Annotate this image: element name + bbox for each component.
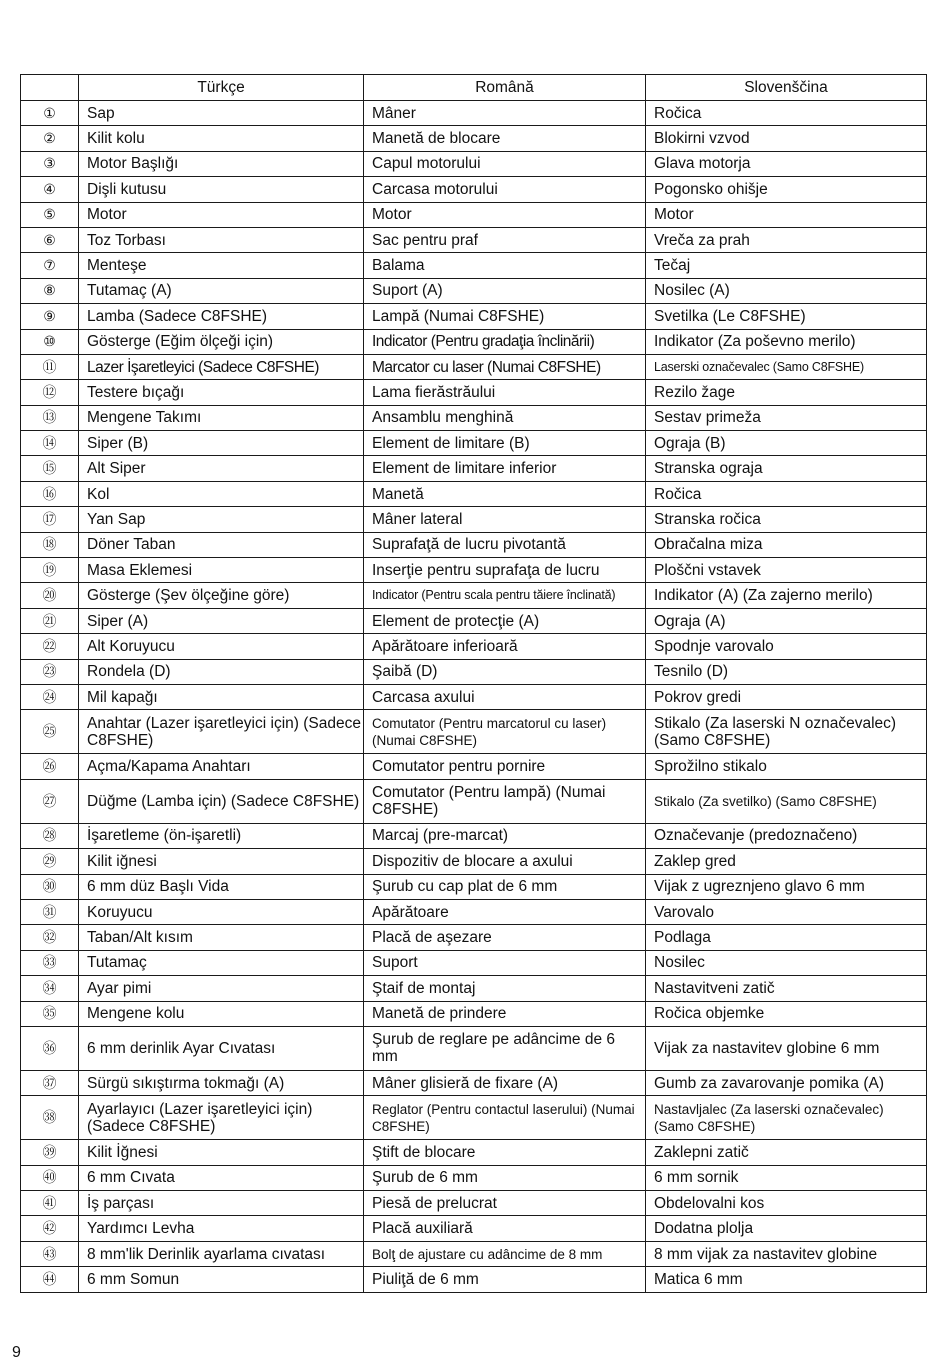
cell-turkish: Kilit iğnesi (79, 849, 364, 874)
table-row (21, 481, 927, 506)
cell-slovenian: Indikator (A) (Za zajerno merilo) (646, 583, 927, 608)
cell-romanian: Manetă de prindere (364, 1001, 646, 1026)
cell-turkish: 6 mm derinlik Ayar Cıvatası (79, 1026, 364, 1070)
row-number: ⑰ (21, 507, 79, 532)
row-number: ㊴ (21, 1140, 79, 1165)
table-row (21, 101, 927, 126)
cell-slovenian: Motor (646, 202, 927, 227)
table-row (21, 899, 927, 924)
cell-turkish: Sap (79, 101, 364, 126)
cell-slovenian: Dodatna plolja (646, 1216, 927, 1241)
cell-romanian: Inserţie pentru suprafaţa de lucru (364, 558, 646, 583)
cell-romanian: Element de protecţie (A) (364, 608, 646, 633)
cell-slovenian: Zaklep gred (646, 849, 927, 874)
cell-turkish: Mil kapağı (79, 684, 364, 709)
cell-romanian: Element de limitare (B) (364, 431, 646, 456)
cell-turkish: Lazer İşaretleyici (Sadece C8FSHE) (79, 354, 364, 379)
table-row (21, 1070, 927, 1095)
cell-turkish: Dişli kutusu (79, 177, 364, 202)
cell-turkish: Toz Torbası (79, 227, 364, 252)
cell-slovenian: Sestav primeža (646, 405, 927, 430)
row-number: ⑭ (21, 431, 79, 456)
cell-slovenian: Matica 6 mm (646, 1267, 927, 1292)
row-number: ② (21, 126, 79, 151)
cell-turkish: Yardımcı Levha (79, 1216, 364, 1241)
cell-romanian: Carcasa axului (364, 684, 646, 709)
cell-slovenian: Nosilec (A) (646, 278, 927, 303)
table-row (21, 659, 927, 684)
row-number: ㉞ (21, 976, 79, 1001)
cell-slovenian: Varovalo (646, 899, 927, 924)
cell-romanian: Comutator pentru pornire (364, 754, 646, 779)
row-number: ㉖ (21, 754, 79, 779)
cell-romanian: Ştaif de montaj (364, 976, 646, 1001)
table-row (21, 976, 927, 1001)
cell-turkish: 6 mm Somun (79, 1267, 364, 1292)
table-row (21, 1216, 927, 1241)
cell-turkish: 6 mm Cıvata (79, 1165, 364, 1190)
row-number: ④ (21, 177, 79, 202)
header-slovenian: Slovenščina (646, 75, 927, 101)
cell-slovenian: Ograja (A) (646, 608, 927, 633)
cell-turkish: Kilit kolu (79, 126, 364, 151)
table-row (21, 329, 927, 354)
cell-slovenian: Ročica (646, 481, 927, 506)
row-number: ㊳ (21, 1096, 79, 1140)
cell-turkish: Taban/Alt kısım (79, 925, 364, 950)
table-row (21, 151, 927, 176)
cell-turkish: Masa Eklemesi (79, 558, 364, 583)
cell-romanian: Placă auxiliară (364, 1216, 646, 1241)
cell-slovenian: Tesnilo (D) (646, 659, 927, 684)
row-number: ⑱ (21, 532, 79, 557)
row-number: ㊷ (21, 1216, 79, 1241)
cell-turkish: Gösterge (Eğim ölçeği için) (79, 329, 364, 354)
cell-slovenian: Blokirni vzvod (646, 126, 927, 151)
row-number: ㉓ (21, 659, 79, 684)
row-number: ㉒ (21, 634, 79, 659)
cell-turkish: Alt Koruyucu (79, 634, 364, 659)
table-row (21, 583, 927, 608)
table-row (21, 1001, 927, 1026)
cell-slovenian: Indikator (Za poševno merilo) (646, 329, 927, 354)
table-row (21, 710, 927, 754)
row-number: ⑫ (21, 380, 79, 405)
cell-slovenian: Spodnje varovalo (646, 634, 927, 659)
cell-romanian: Element de limitare inferior (364, 456, 646, 481)
cell-slovenian: Vijak za nastavitev globine 6 mm (646, 1026, 927, 1070)
table-row (21, 849, 927, 874)
table-row (21, 874, 927, 899)
row-number: ㊸ (21, 1241, 79, 1266)
table-row (21, 779, 927, 823)
cell-slovenian: Pogonsko ohišje (646, 177, 927, 202)
table-row (21, 354, 927, 379)
cell-slovenian: Nastavitveni zatič (646, 976, 927, 1001)
cell-turkish: Yan Sap (79, 507, 364, 532)
cell-romanian: Suprafaţă de lucru pivotantă (364, 532, 646, 557)
table-row (21, 431, 927, 456)
cell-turkish: Mengene kolu (79, 1001, 364, 1026)
cell-romanian: Manetă (364, 481, 646, 506)
row-number: ① (21, 101, 79, 126)
cell-slovenian: Stikalo (Za laserski N označevalec) (Samo C8FSHE) (646, 710, 927, 754)
cell-romanian: Apărătoare (364, 899, 646, 924)
cell-turkish: Testere bıçağı (79, 380, 364, 405)
cell-slovenian: Rezilo žage (646, 380, 927, 405)
table-row (21, 227, 927, 252)
row-number: ㊵ (21, 1165, 79, 1190)
cell-romanian: Şurub de reglare pe adâncime de 6 mm (364, 1026, 646, 1070)
table-row (21, 608, 927, 633)
cell-slovenian: Obdelovalni kos (646, 1191, 927, 1216)
cell-romanian: Placă de aşezare (364, 925, 646, 950)
cell-turkish: İş parçası (79, 1191, 364, 1216)
cell-turkish: Gösterge (Şev ölçeğine göre) (79, 583, 364, 608)
table-row (21, 950, 927, 975)
cell-romanian: Apărătoare inferioară (364, 634, 646, 659)
header-romanian: Română (364, 75, 646, 101)
cell-romanian: Ansamblu menghină (364, 405, 646, 430)
table-row (21, 558, 927, 583)
cell-turkish: Siper (B) (79, 431, 364, 456)
cell-romanian: Manetă de blocare (364, 126, 646, 151)
row-number: ③ (21, 151, 79, 176)
cell-turkish: Motor Başlığı (79, 151, 364, 176)
parts-glossary-table (20, 74, 927, 1293)
header-turkish: Türkçe (79, 75, 364, 101)
row-number: ㉝ (21, 950, 79, 975)
header-index (21, 75, 79, 101)
cell-turkish: 8 mm'lik Derinlik ayarlama cıvatası (79, 1241, 364, 1266)
cell-slovenian: Ploščni vstavek (646, 558, 927, 583)
cell-turkish: Kol (79, 481, 364, 506)
cell-slovenian: Zaklepni zatič (646, 1140, 927, 1165)
cell-slovenian: 8 mm vijak za nastavitev globine (646, 1241, 927, 1266)
table-row (21, 823, 927, 848)
cell-turkish: İşaretleme (ön-işaretli) (79, 823, 364, 848)
cell-romanian: Balama (364, 253, 646, 278)
table-row (21, 202, 927, 227)
cell-slovenian: Obračalna miza (646, 532, 927, 557)
cell-turkish: Menteşe (79, 253, 364, 278)
cell-slovenian: Ročica (646, 101, 927, 126)
cell-slovenian: Stranska ročica (646, 507, 927, 532)
cell-turkish: Kilit İğnesi (79, 1140, 364, 1165)
cell-romanian: Lama fierăstrăului (364, 380, 646, 405)
row-number: ㉕ (21, 710, 79, 754)
cell-slovenian: Nastavljalec (Za laserski označevalec) (Samo C8FSHE) (646, 1096, 927, 1140)
row-number: ㉜ (21, 925, 79, 950)
table-row (21, 532, 927, 557)
header-row (21, 75, 927, 101)
row-number: ⑥ (21, 227, 79, 252)
row-number: ⑨ (21, 304, 79, 329)
cell-slovenian: Ročica objemke (646, 1001, 927, 1026)
row-number: ⑪ (21, 354, 79, 379)
row-number: ㉔ (21, 684, 79, 709)
cell-turkish: Düğme (Lamba için) (Sadece C8FSHE) (79, 779, 364, 823)
table-row (21, 1165, 927, 1190)
cell-slovenian: Laserski označevalec (Samo C8FSHE) (646, 354, 927, 379)
cell-turkish: Siper (A) (79, 608, 364, 633)
cell-turkish: Anahtar (Lazer işaretleyici için) (Sadece C8FSHE) (79, 710, 364, 754)
table-row (21, 126, 927, 151)
cell-turkish: Açma/Kapama Anahtarı (79, 754, 364, 779)
cell-turkish: Tutamaç (A) (79, 278, 364, 303)
cell-slovenian: Stranska ograja (646, 456, 927, 481)
cell-turkish: Sürgü sıkıştırma tokmağı (A) (79, 1070, 364, 1095)
table-row (21, 304, 927, 329)
table-row (21, 278, 927, 303)
table-row (21, 177, 927, 202)
table-row (21, 456, 927, 481)
cell-romanian: Reglator (Pentru contactul laserului) (Numai C8FSHE) (364, 1096, 646, 1140)
row-number: ⑮ (21, 456, 79, 481)
cell-romanian: Comutator (Pentru marcatorul cu laser) (Numai C8FSHE) (364, 710, 646, 754)
row-number: ㊲ (21, 1070, 79, 1095)
row-number: ⑲ (21, 558, 79, 583)
cell-turkish: Alt Siper (79, 456, 364, 481)
cell-slovenian: Vijak z ugreznjeno glavo 6 mm (646, 874, 927, 899)
cell-slovenian: Podlaga (646, 925, 927, 950)
cell-romanian: Indicator (Pentru gradaţia înclinării) (364, 329, 646, 354)
cell-romanian: Suport (A) (364, 278, 646, 303)
row-number: ㉘ (21, 823, 79, 848)
row-number: ㉛ (21, 899, 79, 924)
row-number: ㉗ (21, 779, 79, 823)
cell-romanian: Sac pentru praf (364, 227, 646, 252)
cell-slovenian: Svetilka (Le C8FSHE) (646, 304, 927, 329)
cell-romanian: Marcator cu laser (Numai C8FSHE) (364, 354, 646, 379)
cell-slovenian: Gumb za zavarovanje pomika (A) (646, 1070, 927, 1095)
cell-turkish: Lamba (Sadece C8FSHE) (79, 304, 364, 329)
row-number: ㉚ (21, 874, 79, 899)
cell-slovenian: Pokrov gredi (646, 684, 927, 709)
cell-slovenian: Ograja (B) (646, 431, 927, 456)
cell-romanian: Şurub cu cap plat de 6 mm (364, 874, 646, 899)
cell-romanian: Motor (364, 202, 646, 227)
cell-slovenian: 6 mm sornik (646, 1165, 927, 1190)
row-number: ㉑ (21, 608, 79, 633)
cell-slovenian: Vreča za prah (646, 227, 927, 252)
cell-turkish: Tutamaç (79, 950, 364, 975)
cell-romanian: Lampă (Numai C8FSHE) (364, 304, 646, 329)
cell-slovenian: Nosilec (646, 950, 927, 975)
table-row (21, 925, 927, 950)
table-row (21, 1267, 927, 1292)
row-number: ⑧ (21, 278, 79, 303)
row-number: ⑳ (21, 583, 79, 608)
cell-turkish: Koruyucu (79, 899, 364, 924)
cell-turkish: Ayarlayıcı (Lazer işaretleyici için) (Sadece C8FSHE) (79, 1096, 364, 1140)
row-number: ⑦ (21, 253, 79, 278)
cell-romanian: Bolţ de ajustare cu adâncime de 8 mm (364, 1241, 646, 1266)
cell-romanian: Mâner (364, 101, 646, 126)
cell-slovenian: Tečaj (646, 253, 927, 278)
cell-turkish: Rondela (D) (79, 659, 364, 684)
table-row (21, 1191, 927, 1216)
cell-romanian: Mâner glisieră de fixare (A) (364, 1070, 646, 1095)
cell-romanian: Şurub de 6 mm (364, 1165, 646, 1190)
cell-slovenian: Glava motorja (646, 151, 927, 176)
table-row (21, 754, 927, 779)
table-row (21, 380, 927, 405)
row-number: ㉟ (21, 1001, 79, 1026)
row-number: ㊶ (21, 1191, 79, 1216)
table-row (21, 1026, 927, 1070)
cell-romanian: Mâner lateral (364, 507, 646, 532)
row-number: ㉙ (21, 849, 79, 874)
cell-romanian: Comutator (Pentru lampă) (Numai C8FSHE) (364, 779, 646, 823)
table-row (21, 684, 927, 709)
cell-slovenian: Označevanje (predoznačeno) (646, 823, 927, 848)
cell-turkish: Ayar pimi (79, 976, 364, 1001)
table-row (21, 253, 927, 278)
table-row (21, 634, 927, 659)
cell-turkish: Mengene Takımı (79, 405, 364, 430)
table-row (21, 1140, 927, 1165)
cell-slovenian: Sprožilno stikalo (646, 754, 927, 779)
cell-turkish: Döner Taban (79, 532, 364, 557)
cell-turkish: Motor (79, 202, 364, 227)
table-row (21, 507, 927, 532)
cell-romanian: Ştift de blocare (364, 1140, 646, 1165)
cell-romanian: Dispozitiv de blocare a axului (364, 849, 646, 874)
cell-turkish: 6 mm düz Başlı Vida (79, 874, 364, 899)
cell-romanian: Capul motorului (364, 151, 646, 176)
row-number: ⑤ (21, 202, 79, 227)
cell-romanian: Piuliţă de 6 mm (364, 1267, 646, 1292)
page-number: 9 (12, 1344, 21, 1361)
cell-romanian: Piesă de prelucrat (364, 1191, 646, 1216)
table-row (21, 1096, 927, 1140)
row-number: ⑯ (21, 481, 79, 506)
cell-romanian: Suport (364, 950, 646, 975)
cell-romanian: Şaibă (D) (364, 659, 646, 684)
cell-romanian: Indicator (Pentru scala pentru tăiere înclinată) (364, 583, 646, 608)
table-row (21, 405, 927, 430)
cell-romanian: Carcasa motorului (364, 177, 646, 202)
row-number: ⑩ (21, 329, 79, 354)
row-number: ⑬ (21, 405, 79, 430)
row-number: ㊱ (21, 1026, 79, 1070)
row-number: ㊹ (21, 1267, 79, 1292)
table-row (21, 1241, 927, 1266)
cell-slovenian: Stikalo (Za svetilko) (Samo C8FSHE) (646, 779, 927, 823)
cell-romanian: Marcaj (pre-marcat) (364, 823, 646, 848)
